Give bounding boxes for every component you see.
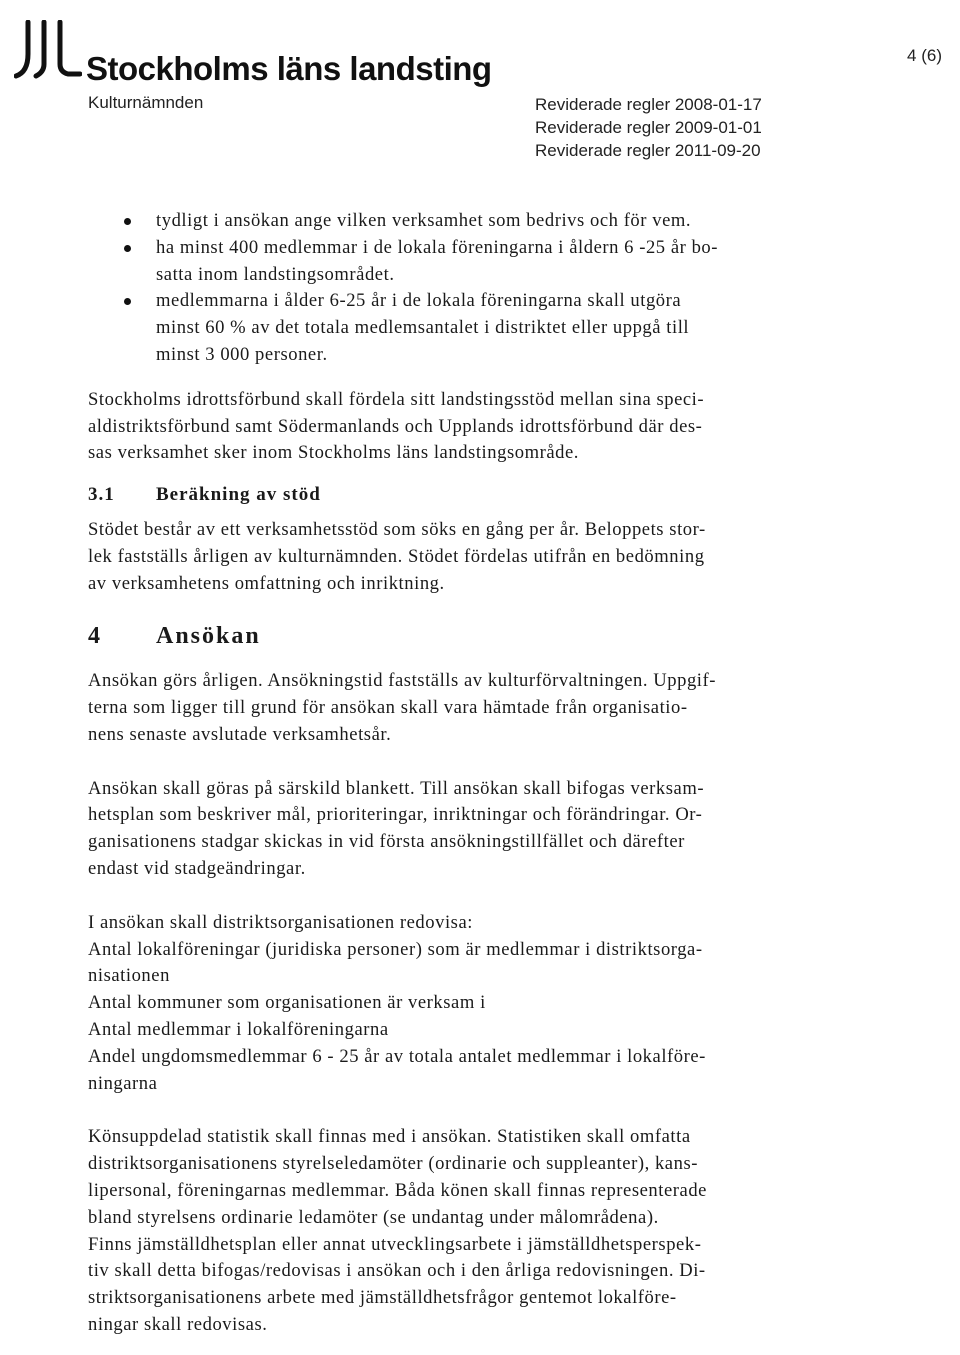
text-line: nisationen — [88, 965, 170, 987]
application-paragraph-3 — [88, 910, 828, 1098]
document-body — [88, 208, 828, 1339]
text-line: av verksamhetens omfattning och inriktning. — [88, 572, 445, 594]
text-line: lek fastställs årligen av kulturnämnden. Stödet fördelas utifrån en bedömning — [88, 545, 705, 567]
section-number: 3.1 — [88, 484, 115, 506]
text-line: lipersonal, föreningarnas medlemmar. Båda könen skall finnas representerade — [88, 1179, 707, 1201]
text-line: Stödet består av ett verksamhetsstöd som söks en gång per år. Beloppets stor- — [88, 518, 706, 540]
section-number: 4 — [88, 623, 102, 650]
section-title: Ansökan — [156, 623, 261, 650]
list-item — [88, 288, 828, 368]
application-paragraph-4 — [88, 1124, 828, 1338]
text-line: bland styrelsens ordinarie ledamöter (se undantag under målområdena). — [88, 1206, 659, 1228]
section-heading-3-1 — [88, 482, 828, 509]
text-line: Antal medlemmar i lokalföreningarna — [88, 1018, 389, 1040]
revision-line: Reviderade regler 2008-01-17 — [535, 95, 762, 114]
revision-line: Reviderade regler 2009-01-01 — [535, 118, 762, 137]
text-line: minst 3 000 personer. — [156, 343, 328, 365]
text-line: endast vid stadgeändringar. — [88, 857, 306, 879]
section-title: Beräkning av stöd — [156, 484, 321, 506]
text-line: Stockholms idrottsförbund skall fördela sitt landstingsstöd mellan sina speci- — [88, 388, 705, 410]
text-line: ha minst 400 medlemmar i de lokala föreningarna i åldern 6 -25 år bo- — [156, 236, 719, 258]
application-paragraph-2 — [88, 776, 828, 883]
bullet-icon — [124, 218, 131, 225]
text-line: Antal kommuner som organisationen är verksam i — [88, 992, 486, 1014]
text-line: sas verksamhet sker inom Stockholms läns landstingsområde. — [88, 442, 579, 464]
text-line: aldistriktsförbund samt Södermanlands och Upplands idrottsförbund där des- — [88, 415, 703, 437]
text-line: Antal lokalföreningar (juridiska personer) som är medlemmar i distriktsorga- — [88, 938, 703, 960]
requirements-list — [88, 208, 828, 369]
organization-name: Stockholms läns landsting — [86, 50, 492, 87]
text-line: ganisationens stadgar skickas in vid första ansökningstillfället och därefter — [88, 831, 685, 853]
text-line: ningar skall redovisas. — [88, 1313, 268, 1335]
text-line: tydligt i ansökan ange vilken verksamhet som bedrivs och för vem. — [156, 210, 692, 231]
revision-line: Reviderade regler 2011-09-20 — [535, 141, 761, 160]
text-line: tiv skall detta bifogas/redovisas i ansökan och i den årliga redovisningen. Di- — [88, 1260, 706, 1282]
sll-logo-mark-icon — [14, 20, 82, 80]
text-line: I ansökan skall distriktsorganisationen redovisa: — [88, 911, 473, 933]
text-line: Ansökan görs årligen. Ansökningstid fastställs av kulturförvaltningen. Uppgif- — [88, 670, 717, 692]
text-line: distriktsorganisationens styrelseledamöter (ordinarie och suppleanter), kans- — [88, 1153, 698, 1175]
page-number: 4 (6) — [907, 46, 942, 65]
text-line: minst 60 % av det totala medlemsantalet i distriktet eller uppgå till — [156, 317, 690, 339]
revision-list — [535, 93, 762, 162]
text-line: satta inom landstingsområdet. — [156, 263, 395, 285]
list-item — [88, 208, 828, 235]
section-heading-4 — [88, 623, 828, 650]
bullet-icon — [124, 298, 131, 305]
committee-name: Kulturnämnden — [88, 93, 204, 112]
calculation-paragraph — [88, 517, 828, 597]
text-line: striktsorganisationens arbete med jämställdhetsfrågor gentemot lokalföre- — [88, 1287, 677, 1309]
text-line: terna som ligger till grund för ansökan skall vara hämtade från organisatio- — [88, 696, 688, 718]
organization-logo — [14, 20, 492, 87]
text-line: Ansökan skall göras på särskild blankett. Till ansökan skall bifogas verksam- — [88, 777, 705, 799]
text-line: medlemmarna i ålder 6-25 år i de lokala föreningarna skall utgöra — [156, 290, 682, 312]
text-line: Finns jämställdhetsplan eller annat utvecklingsarbete i jämställdhetsperspek- — [88, 1233, 702, 1255]
text-line: hetsplan som beskriver mål, prioriteringar, inriktningar och förändringar. Or- — [88, 804, 703, 826]
bullet-icon — [124, 245, 131, 252]
text-line: ningarna — [88, 1072, 158, 1094]
text-line: Könsuppdelad statistik skall finnas med i ansökan. Statistiken skall omfatta — [88, 1126, 691, 1148]
application-paragraph-1 — [88, 668, 828, 748]
text-line: Andel ungdomsmedlemmar 6 - 25 år av totala antalet medlemmar i lokalföre- — [88, 1045, 706, 1067]
distribution-paragraph — [88, 387, 828, 467]
list-item — [88, 235, 828, 289]
text-line: nens senaste avslutade verksamhetsår. — [88, 723, 392, 745]
